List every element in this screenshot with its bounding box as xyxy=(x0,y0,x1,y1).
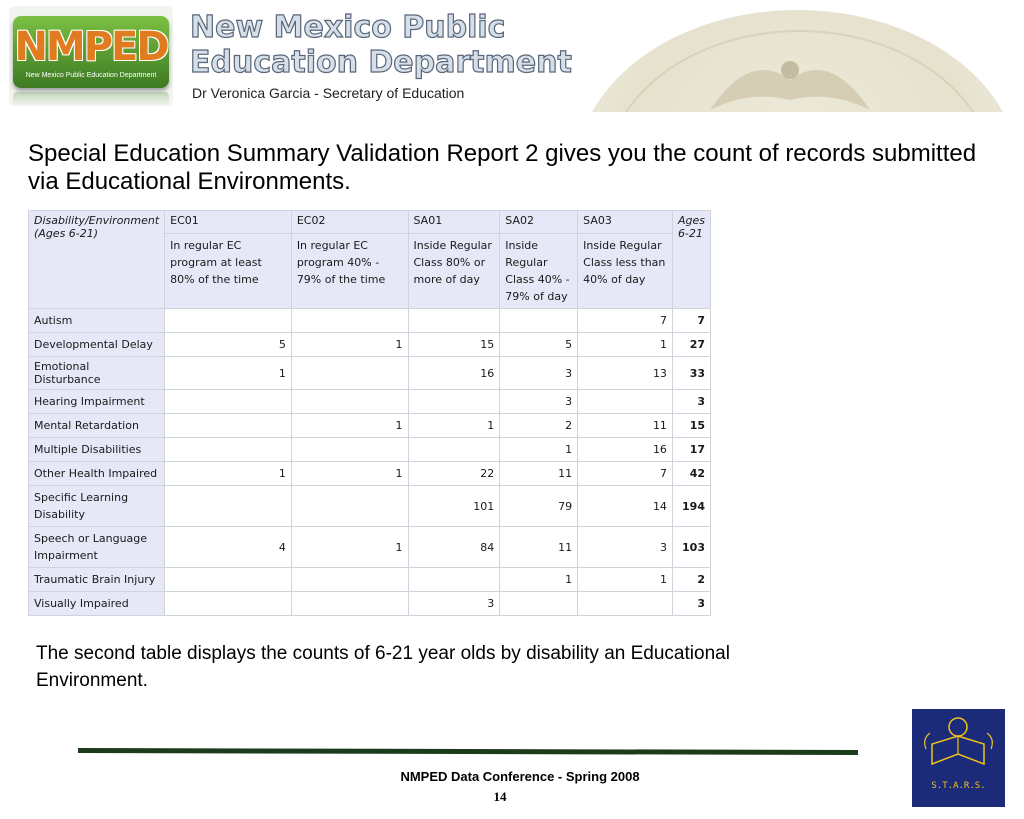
row-total: 27 xyxy=(672,333,710,357)
corner-header xyxy=(29,211,165,309)
table-cell: 16 xyxy=(578,438,673,462)
table-cell: 1 xyxy=(578,568,673,592)
table-cell xyxy=(578,390,673,414)
column-description: In regular EC program 40% - 79% of the time xyxy=(291,234,408,309)
row-total: 7 xyxy=(672,309,710,333)
logo-text: NMPED xyxy=(14,24,168,70)
table-cell: 5 xyxy=(500,333,578,357)
row-total: 2 xyxy=(672,568,710,592)
row-label: Autism xyxy=(29,309,165,333)
stars-label: S.T.A.R.S. xyxy=(931,781,986,791)
column-code: EC01 xyxy=(165,211,292,234)
footer-divider xyxy=(78,748,858,755)
eagle-icon xyxy=(700,40,880,112)
row-total: 17 xyxy=(672,438,710,462)
table-cell: 15 xyxy=(408,333,500,357)
table-cell xyxy=(291,486,408,527)
total-column-header: Ages 6-21 xyxy=(672,211,710,309)
row-label: Specific Learning Disability xyxy=(29,486,165,527)
table-cell xyxy=(165,568,292,592)
table-cell: 1 xyxy=(291,462,408,486)
table-row xyxy=(29,414,711,438)
table-cell: 1 xyxy=(291,414,408,438)
column-code: SA01 xyxy=(408,211,500,234)
table-cell xyxy=(291,592,408,616)
table-cell xyxy=(291,309,408,333)
table-row xyxy=(29,309,711,333)
table-cell: 13 xyxy=(578,357,673,390)
table-row xyxy=(29,527,711,568)
page-number: 14 xyxy=(493,789,507,804)
table-cell: 11 xyxy=(500,462,578,486)
table-cell xyxy=(500,309,578,333)
logo-subtext: New Mexico Public Education Department xyxy=(25,72,157,79)
column-code: EC02 xyxy=(291,211,408,234)
table-cell: 1 xyxy=(165,462,292,486)
row-total: 3 xyxy=(672,390,710,414)
table-cell: 84 xyxy=(408,527,500,568)
row-label: Mental Retardation xyxy=(29,414,165,438)
table-row xyxy=(29,486,711,527)
table-cell xyxy=(165,486,292,527)
table-cell: 3 xyxy=(578,527,673,568)
table-cell: 11 xyxy=(578,414,673,438)
table-row xyxy=(29,390,711,414)
table-cell: 3 xyxy=(500,357,578,390)
table-cell: 2 xyxy=(500,414,578,438)
row-total: 194 xyxy=(672,486,710,527)
table-cell: 16 xyxy=(408,357,500,390)
row-total: 42 xyxy=(672,462,710,486)
table-cell xyxy=(165,592,292,616)
table-cell xyxy=(165,390,292,414)
intro-text: Special Education Summary Validation Report 2 gives you the count of records submitted via Educational Environments. xyxy=(28,140,977,195)
table-cell: 1 xyxy=(500,438,578,462)
table-cell: 1 xyxy=(500,568,578,592)
table-cell xyxy=(165,414,292,438)
row-total: 103 xyxy=(672,527,710,568)
column-code: SA02 xyxy=(500,211,578,234)
table-cell xyxy=(165,438,292,462)
row-label: Hearing Impairment xyxy=(29,390,165,414)
table-cell: 101 xyxy=(408,486,500,527)
table-cell: 11 xyxy=(500,527,578,568)
table-cell: 7 xyxy=(578,462,673,486)
table-cell xyxy=(500,592,578,616)
table-cell: 3 xyxy=(408,592,500,616)
column-description: Inside Regular Class less than 40% of day xyxy=(578,234,673,309)
table-cell: 22 xyxy=(408,462,500,486)
table-row xyxy=(29,462,711,486)
row-label: Emotional Disturbance xyxy=(29,357,165,390)
logo-badge xyxy=(13,16,169,88)
table-cell xyxy=(408,309,500,333)
row-label: Visually Impaired xyxy=(29,592,165,616)
table-cell xyxy=(578,592,673,616)
row-label: Developmental Delay xyxy=(29,333,165,357)
table-cell xyxy=(408,438,500,462)
row-total: 15 xyxy=(672,414,710,438)
validation-report-table xyxy=(28,210,711,616)
stars-logo xyxy=(912,709,1005,807)
row-label: Other Health Impaired xyxy=(29,462,165,486)
department-name-line1: New Mexico Public xyxy=(190,10,506,45)
table-row xyxy=(29,568,711,592)
table-row xyxy=(29,357,711,390)
table-cell: 5 xyxy=(165,333,292,357)
column-code: SA03 xyxy=(578,211,673,234)
nmped-logo xyxy=(9,6,173,106)
second-table-note: The second table displays the counts of 6-21 year olds by disability an Educational Environment. xyxy=(36,643,730,691)
table-row xyxy=(29,333,711,357)
table-cell xyxy=(291,390,408,414)
page-header xyxy=(0,0,1024,112)
table-cell: 1 xyxy=(291,333,408,357)
table-row xyxy=(29,592,711,616)
conference-label: NMPED Data Conference - Spring 2008 xyxy=(400,769,640,784)
table-cell: 1 xyxy=(291,527,408,568)
table-cell: 14 xyxy=(578,486,673,527)
table-cell: 1 xyxy=(165,357,292,390)
secretary-line: Dr Veronica Garcia - Secretary of Education xyxy=(192,85,465,101)
row-label: Multiple Disabilities xyxy=(29,438,165,462)
column-description: Inside Regular Class 40% - 79% of day xyxy=(500,234,578,309)
column-description: In regular EC program at least 80% of the time xyxy=(165,234,292,309)
table-cell: 3 xyxy=(500,390,578,414)
table-cell: 1 xyxy=(408,414,500,438)
logo-reflection xyxy=(13,92,169,106)
row-label: Speech or Language Impairment xyxy=(29,527,165,568)
table-row xyxy=(29,438,711,462)
table-cell: 79 xyxy=(500,486,578,527)
corner-header-line2: (Ages 6-21) xyxy=(34,227,99,240)
table-cell: 7 xyxy=(578,309,673,333)
table-cell: 1 xyxy=(578,333,673,357)
column-description: Inside Regular Class 80% or more of day xyxy=(408,234,500,309)
corner-header-line1: Disability/Environment xyxy=(34,214,160,227)
row-total: 3 xyxy=(672,592,710,616)
table-cell xyxy=(408,390,500,414)
table-cell xyxy=(291,357,408,390)
table-cell xyxy=(291,568,408,592)
table-cell xyxy=(408,568,500,592)
row-total: 33 xyxy=(672,357,710,390)
department-name-line2: Education Department xyxy=(190,45,572,80)
table-cell xyxy=(165,309,292,333)
row-label: Traumatic Brain Injury xyxy=(29,568,165,592)
reader-icon xyxy=(912,709,1005,779)
table-cell xyxy=(291,438,408,462)
table-cell: 4 xyxy=(165,527,292,568)
